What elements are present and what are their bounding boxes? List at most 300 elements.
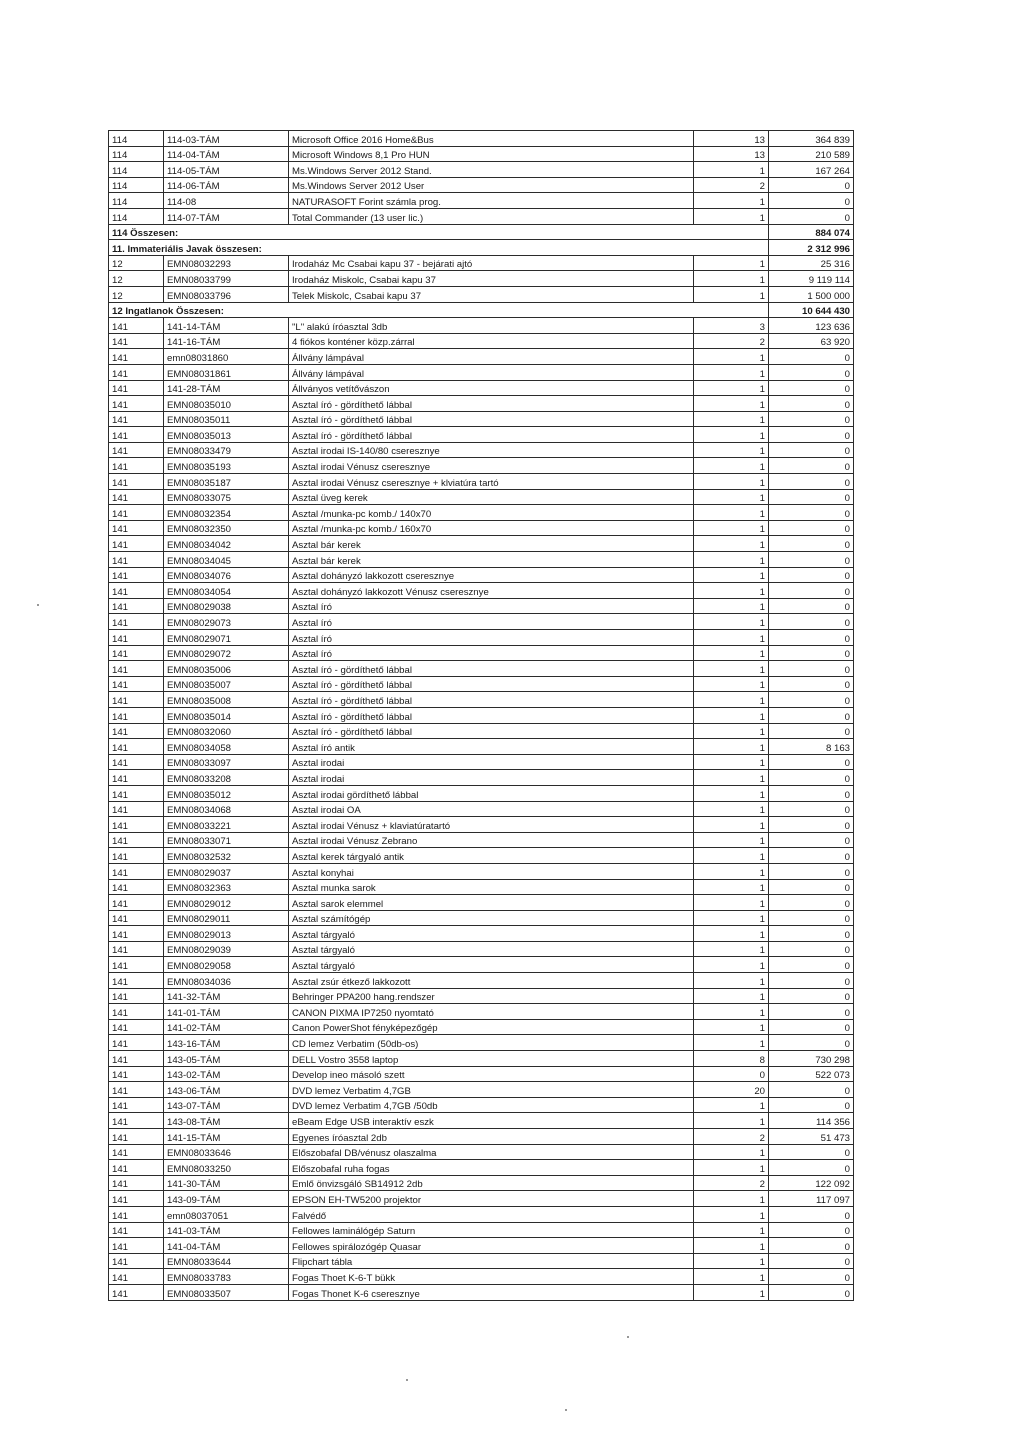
table-row bbox=[109, 271, 854, 287]
table-row bbox=[109, 489, 854, 505]
value-cell: 0 bbox=[769, 1144, 854, 1160]
table-row bbox=[109, 910, 854, 926]
description-cell: Asztal író - gördíthető lábbal bbox=[289, 676, 694, 692]
quantity-cell: 1 bbox=[694, 785, 769, 801]
quantity-cell: 1 bbox=[694, 739, 769, 755]
description-cell: Telek Miskolc, Csabai kapu 37 bbox=[289, 286, 694, 302]
account-code-cell: 141 bbox=[109, 630, 164, 646]
account-code-cell: 141 bbox=[109, 754, 164, 770]
asset-id-cell: EMN08035187 bbox=[164, 474, 289, 490]
description-cell: Asztal irodai gördíthető lábbal bbox=[289, 785, 694, 801]
table-row bbox=[109, 973, 854, 989]
description-cell: Asztal irodai bbox=[289, 770, 694, 786]
quantity-cell: 1 bbox=[694, 1113, 769, 1129]
account-code-cell: 141 bbox=[109, 988, 164, 1004]
description-cell: CD lemez Verbatim (50db-os) bbox=[289, 1035, 694, 1051]
value-cell: 522 073 bbox=[769, 1066, 854, 1082]
value-cell: 0 bbox=[769, 474, 854, 490]
quantity-cell: 1 bbox=[694, 536, 769, 552]
asset-id-cell: EMN08032350 bbox=[164, 520, 289, 536]
quantity-cell: 1 bbox=[694, 1160, 769, 1176]
account-code-cell: 141 bbox=[109, 973, 164, 989]
quantity-cell: 1 bbox=[694, 1191, 769, 1207]
value-cell: 0 bbox=[769, 1082, 854, 1098]
value-cell: 0 bbox=[769, 1238, 854, 1254]
asset-id-cell: EMN08034068 bbox=[164, 801, 289, 817]
asset-id-cell: EMN08029011 bbox=[164, 910, 289, 926]
quantity-cell: 1 bbox=[694, 973, 769, 989]
value-cell: 0 bbox=[769, 1035, 854, 1051]
table-row bbox=[109, 1269, 854, 1285]
table-row bbox=[109, 552, 854, 568]
account-code-cell: 141 bbox=[109, 364, 164, 380]
table-row bbox=[109, 1175, 854, 1191]
asset-id-cell: EMN08029058 bbox=[164, 957, 289, 973]
quantity-cell: 1 bbox=[694, 1238, 769, 1254]
description-cell: Develop ineo másoló szett bbox=[289, 1066, 694, 1082]
table-row bbox=[109, 941, 854, 957]
description-cell: Asztal sarok elemmel bbox=[289, 895, 694, 911]
value-cell: 0 bbox=[769, 645, 854, 661]
quantity-cell: 1 bbox=[694, 988, 769, 1004]
table-row bbox=[109, 146, 854, 162]
description-cell: Asztal /munka-pc komb./ 160x70 bbox=[289, 520, 694, 536]
section-total-label: 11. Immateriális Javak összesen: bbox=[109, 240, 769, 256]
quantity-cell: 1 bbox=[694, 645, 769, 661]
table-row bbox=[109, 536, 854, 552]
table-row bbox=[109, 723, 854, 739]
value-cell: 0 bbox=[769, 536, 854, 552]
value-cell: 8 163 bbox=[769, 739, 854, 755]
quantity-cell: 1 bbox=[694, 630, 769, 646]
asset-id-cell: EMN08033221 bbox=[164, 817, 289, 833]
account-code-cell: 141 bbox=[109, 318, 164, 334]
value-cell: 0 bbox=[769, 1206, 854, 1222]
quantity-cell: 20 bbox=[694, 1082, 769, 1098]
account-code-cell: 141 bbox=[109, 895, 164, 911]
asset-id-cell: EMN08029072 bbox=[164, 645, 289, 661]
value-cell: 0 bbox=[769, 863, 854, 879]
quantity-cell: 1 bbox=[694, 1284, 769, 1300]
description-cell: DVD lemez Verbatim 4,7GB /50db bbox=[289, 1097, 694, 1113]
table-row bbox=[109, 1019, 854, 1035]
asset-id-cell: EMN08029013 bbox=[164, 926, 289, 942]
asset-id-cell: EMN08029071 bbox=[164, 630, 289, 646]
value-cell: 364 839 bbox=[769, 131, 854, 147]
table-row bbox=[109, 754, 854, 770]
table-row bbox=[109, 739, 854, 755]
description-cell: Állvány lámpával bbox=[289, 349, 694, 365]
quantity-cell: 1 bbox=[694, 364, 769, 380]
description-cell: Microsoft Office 2016 Home&Bus bbox=[289, 131, 694, 147]
value-cell: 0 bbox=[769, 1160, 854, 1176]
table-row bbox=[109, 1206, 854, 1222]
asset-id-cell: EMN08029038 bbox=[164, 598, 289, 614]
scan-speck bbox=[627, 1336, 629, 1338]
asset-id-cell: 141-30-TÁM bbox=[164, 1175, 289, 1191]
asset-id-cell: 114-06-TÁM bbox=[164, 177, 289, 193]
description-cell: Állvány lámpával bbox=[289, 364, 694, 380]
description-cell: Asztal irodai Vénusz + klaviatúratartó bbox=[289, 817, 694, 833]
value-cell: 0 bbox=[769, 973, 854, 989]
quantity-cell: 1 bbox=[694, 567, 769, 583]
quantity-cell: 1 bbox=[694, 520, 769, 536]
asset-id-cell: 143-05-TÁM bbox=[164, 1051, 289, 1067]
asset-id-cell: EMN08033646 bbox=[164, 1144, 289, 1160]
value-cell: 0 bbox=[769, 396, 854, 412]
account-code-cell: 141 bbox=[109, 474, 164, 490]
quantity-cell: 2 bbox=[694, 1175, 769, 1191]
account-code-cell: 141 bbox=[109, 723, 164, 739]
value-cell: 0 bbox=[769, 1097, 854, 1113]
account-code-cell: 141 bbox=[109, 1284, 164, 1300]
table-row bbox=[109, 583, 854, 599]
table-row bbox=[109, 895, 854, 911]
description-cell: Behringer PPA200 hang.rendszer bbox=[289, 988, 694, 1004]
asset-id-cell: EMN08033097 bbox=[164, 754, 289, 770]
quantity-cell: 1 bbox=[694, 863, 769, 879]
table-row bbox=[109, 1284, 854, 1300]
quantity-cell: 1 bbox=[694, 598, 769, 614]
table-row bbox=[109, 770, 854, 786]
asset-id-cell: EMN08033783 bbox=[164, 1269, 289, 1285]
value-cell: 0 bbox=[769, 567, 854, 583]
value-cell: 0 bbox=[769, 832, 854, 848]
account-code-cell: 141 bbox=[109, 879, 164, 895]
quantity-cell: 1 bbox=[694, 583, 769, 599]
description-cell: Asztal író antik bbox=[289, 739, 694, 755]
value-cell: 0 bbox=[769, 723, 854, 739]
quantity-cell: 1 bbox=[694, 910, 769, 926]
description-cell: Flipchart tábla bbox=[289, 1253, 694, 1269]
value-cell: 0 bbox=[769, 848, 854, 864]
account-code-cell: 141 bbox=[109, 692, 164, 708]
value-cell: 1 500 000 bbox=[769, 286, 854, 302]
value-cell: 0 bbox=[769, 988, 854, 1004]
table-row bbox=[109, 988, 854, 1004]
quantity-cell: 1 bbox=[694, 1035, 769, 1051]
account-code-cell: 141 bbox=[109, 349, 164, 365]
account-code-cell: 141 bbox=[109, 770, 164, 786]
asset-id-cell: 141-28-TÁM bbox=[164, 380, 289, 396]
account-code-cell: 12 bbox=[109, 286, 164, 302]
quantity-cell: 1 bbox=[694, 661, 769, 677]
description-cell: Microsoft Windows 8,1 Pro HUN bbox=[289, 146, 694, 162]
table-row bbox=[109, 131, 854, 147]
description-cell: Asztal irodai bbox=[289, 754, 694, 770]
account-code-cell: 141 bbox=[109, 817, 164, 833]
asset-id-cell: 114-03-TÁM bbox=[164, 131, 289, 147]
description-cell: Asztal író bbox=[289, 614, 694, 630]
quantity-cell: 1 bbox=[694, 162, 769, 178]
quantity-cell: 13 bbox=[694, 131, 769, 147]
account-code-cell: 141 bbox=[109, 645, 164, 661]
table-row bbox=[109, 645, 854, 661]
description-cell: Asztal üveg kerek bbox=[289, 489, 694, 505]
value-cell: 167 264 bbox=[769, 162, 854, 178]
table-row bbox=[109, 1035, 854, 1051]
account-code-cell: 141 bbox=[109, 1269, 164, 1285]
table-row bbox=[109, 427, 854, 443]
asset-id-cell: 143-08-TÁM bbox=[164, 1113, 289, 1129]
asset-id-cell: 141-02-TÁM bbox=[164, 1019, 289, 1035]
value-cell: 0 bbox=[769, 1222, 854, 1238]
quantity-cell: 1 bbox=[694, 770, 769, 786]
description-cell: Total Commander (13 user lic.) bbox=[289, 208, 694, 224]
account-code-cell: 141 bbox=[109, 1097, 164, 1113]
quantity-cell: 1 bbox=[694, 1144, 769, 1160]
description-cell: Asztal számítógép bbox=[289, 910, 694, 926]
description-cell: Előszobafal DB/vénusz olaszalma bbox=[289, 1144, 694, 1160]
value-cell: 0 bbox=[769, 442, 854, 458]
value-cell: 0 bbox=[769, 817, 854, 833]
description-cell: Asztal zsúr étkező lakkozott bbox=[289, 973, 694, 989]
account-code-cell: 114 bbox=[109, 146, 164, 162]
asset-id-cell: EMN08035010 bbox=[164, 396, 289, 412]
table-row bbox=[109, 676, 854, 692]
account-code-cell: 141 bbox=[109, 411, 164, 427]
account-code-cell: 12 bbox=[109, 255, 164, 271]
value-cell: 9 119 114 bbox=[769, 271, 854, 287]
asset-id-cell: EMN08031861 bbox=[164, 364, 289, 380]
account-code-cell: 141 bbox=[109, 1238, 164, 1254]
table-row bbox=[109, 957, 854, 973]
value-cell: 0 bbox=[769, 957, 854, 973]
account-code-cell: 141 bbox=[109, 863, 164, 879]
section-total-label: 12 Ingatlanok Összesen: bbox=[109, 302, 769, 318]
account-code-cell: 141 bbox=[109, 458, 164, 474]
account-code-cell: 141 bbox=[109, 1206, 164, 1222]
account-code-cell: 141 bbox=[109, 1066, 164, 1082]
table-row bbox=[109, 1004, 854, 1020]
asset-id-cell: EMN08029039 bbox=[164, 941, 289, 957]
value-cell: 0 bbox=[769, 801, 854, 817]
account-code-cell: 141 bbox=[109, 1019, 164, 1035]
asset-id-cell: 143-06-TÁM bbox=[164, 1082, 289, 1098]
value-cell: 63 920 bbox=[769, 333, 854, 349]
account-code-cell: 141 bbox=[109, 926, 164, 942]
value-cell: 0 bbox=[769, 1253, 854, 1269]
value-cell: 0 bbox=[769, 583, 854, 599]
description-cell: Asztal író - gördíthető lábbal bbox=[289, 692, 694, 708]
asset-id-cell: 141-15-TÁM bbox=[164, 1129, 289, 1145]
description-cell: Ms.Windows Server 2012 Stand. bbox=[289, 162, 694, 178]
asset-id-cell: EMN08033507 bbox=[164, 1284, 289, 1300]
quantity-cell: 1 bbox=[694, 1269, 769, 1285]
quantity-cell: 1 bbox=[694, 489, 769, 505]
section-total-row bbox=[109, 240, 854, 256]
asset-inventory-table bbox=[108, 130, 854, 1301]
table-row bbox=[109, 193, 854, 209]
account-code-cell: 141 bbox=[109, 1129, 164, 1145]
section-total-value: 2 312 996 bbox=[769, 240, 854, 256]
value-cell: 0 bbox=[769, 552, 854, 568]
value-cell: 0 bbox=[769, 489, 854, 505]
asset-id-cell: EMN08033644 bbox=[164, 1253, 289, 1269]
table-row bbox=[109, 349, 854, 365]
value-cell: 0 bbox=[769, 692, 854, 708]
asset-id-cell: 114-07-TÁM bbox=[164, 208, 289, 224]
description-cell: Asztal író - gördíthető lábbal bbox=[289, 707, 694, 723]
description-cell: Fogas Thonet K-6 cseresznye bbox=[289, 1284, 694, 1300]
quantity-cell: 1 bbox=[694, 957, 769, 973]
value-cell: 122 092 bbox=[769, 1175, 854, 1191]
account-code-cell: 141 bbox=[109, 801, 164, 817]
table-row bbox=[109, 162, 854, 178]
description-cell: Előszobafal ruha fogas bbox=[289, 1160, 694, 1176]
quantity-cell: 1 bbox=[694, 676, 769, 692]
quantity-cell: 2 bbox=[694, 1129, 769, 1145]
description-cell: Asztal író - gördíthető lábbal bbox=[289, 661, 694, 677]
table-row bbox=[109, 505, 854, 521]
quantity-cell: 2 bbox=[694, 333, 769, 349]
asset-id-cell: EMN08032354 bbox=[164, 505, 289, 521]
account-code-cell: 141 bbox=[109, 333, 164, 349]
table-row bbox=[109, 1253, 854, 1269]
asset-id-cell: 143-09-TÁM bbox=[164, 1191, 289, 1207]
description-cell: DELL Vostro 3558 laptop bbox=[289, 1051, 694, 1067]
quantity-cell: 1 bbox=[694, 208, 769, 224]
value-cell: 0 bbox=[769, 754, 854, 770]
description-cell: Asztal tárgyaló bbox=[289, 941, 694, 957]
quantity-cell: 1 bbox=[694, 848, 769, 864]
quantity-cell: 1 bbox=[694, 879, 769, 895]
quantity-cell: 1 bbox=[694, 941, 769, 957]
quantity-cell: 1 bbox=[694, 707, 769, 723]
account-code-cell: 141 bbox=[109, 598, 164, 614]
quantity-cell: 13 bbox=[694, 146, 769, 162]
description-cell: Asztal író bbox=[289, 598, 694, 614]
asset-id-cell: EMN08032293 bbox=[164, 255, 289, 271]
account-code-cell: 141 bbox=[109, 910, 164, 926]
table-row bbox=[109, 333, 854, 349]
account-code-cell: 141 bbox=[109, 1113, 164, 1129]
asset-id-cell: EMN08033208 bbox=[164, 770, 289, 786]
asset-id-cell: emn08031860 bbox=[164, 349, 289, 365]
asset-id-cell: EMN08034076 bbox=[164, 567, 289, 583]
quantity-cell: 1 bbox=[694, 895, 769, 911]
value-cell: 0 bbox=[769, 1019, 854, 1035]
asset-id-cell: 141-14-TÁM bbox=[164, 318, 289, 334]
asset-id-cell: 114-08 bbox=[164, 193, 289, 209]
account-code-cell: 141 bbox=[109, 396, 164, 412]
asset-id-cell: EMN08034058 bbox=[164, 739, 289, 755]
description-cell: Fellowes laminálógép Saturn bbox=[289, 1222, 694, 1238]
description-cell: Asztal konyhai bbox=[289, 863, 694, 879]
table-row bbox=[109, 286, 854, 302]
account-code-cell: 141 bbox=[109, 832, 164, 848]
account-code-cell: 114 bbox=[109, 177, 164, 193]
description-cell: Egyenes íróasztal 2db bbox=[289, 1129, 694, 1145]
value-cell: 0 bbox=[769, 505, 854, 521]
asset-id-cell: 143-02-TÁM bbox=[164, 1066, 289, 1082]
asset-id-cell: EMN08032060 bbox=[164, 723, 289, 739]
table-row bbox=[109, 364, 854, 380]
asset-id-cell: EMN08033250 bbox=[164, 1160, 289, 1176]
asset-id-cell: EMN08033071 bbox=[164, 832, 289, 848]
quantity-cell: 1 bbox=[694, 255, 769, 271]
value-cell: 0 bbox=[769, 614, 854, 630]
table-row bbox=[109, 1144, 854, 1160]
quantity-cell: 1 bbox=[694, 193, 769, 209]
description-cell: Fogas Thoet K-6-T bükk bbox=[289, 1269, 694, 1285]
description-cell: CANON PIXMA IP7250 nyomtató bbox=[289, 1004, 694, 1020]
account-code-cell: 141 bbox=[109, 552, 164, 568]
account-code-cell: 114 bbox=[109, 208, 164, 224]
value-cell: 123 636 bbox=[769, 318, 854, 334]
value-cell: 0 bbox=[769, 364, 854, 380]
asset-id-cell: EMN08035006 bbox=[164, 661, 289, 677]
asset-id-cell: 141-04-TÁM bbox=[164, 1238, 289, 1254]
value-cell: 0 bbox=[769, 458, 854, 474]
value-cell: 0 bbox=[769, 770, 854, 786]
value-cell: 0 bbox=[769, 926, 854, 942]
value-cell: 0 bbox=[769, 676, 854, 692]
description-cell: Ms.Windows Server 2012 User bbox=[289, 177, 694, 193]
table-row bbox=[109, 848, 854, 864]
description-cell: Asztal bár kerek bbox=[289, 536, 694, 552]
scan-speck bbox=[565, 1409, 567, 1411]
account-code-cell: 141 bbox=[109, 1222, 164, 1238]
description-cell: Emlő önvizsgáló SB14912 2db bbox=[289, 1175, 694, 1191]
quantity-cell: 1 bbox=[694, 926, 769, 942]
table-row bbox=[109, 177, 854, 193]
quantity-cell: 1 bbox=[694, 552, 769, 568]
table-row bbox=[109, 1222, 854, 1238]
account-code-cell: 141 bbox=[109, 505, 164, 521]
account-code-cell: 12 bbox=[109, 271, 164, 287]
description-cell: Asztal író - gördíthető lábbal bbox=[289, 427, 694, 443]
account-code-cell: 141 bbox=[109, 661, 164, 677]
account-code-cell: 141 bbox=[109, 1175, 164, 1191]
quantity-cell: 1 bbox=[694, 1206, 769, 1222]
value-cell: 0 bbox=[769, 941, 854, 957]
asset-id-cell: EMN08035012 bbox=[164, 785, 289, 801]
quantity-cell: 1 bbox=[694, 832, 769, 848]
account-code-cell: 141 bbox=[109, 489, 164, 505]
account-code-cell: 141 bbox=[109, 785, 164, 801]
value-cell: 0 bbox=[769, 349, 854, 365]
asset-id-cell: EMN08034045 bbox=[164, 552, 289, 568]
table-row bbox=[109, 458, 854, 474]
description-cell: Asztal tárgyaló bbox=[289, 957, 694, 973]
table-row bbox=[109, 1238, 854, 1254]
quantity-cell: 1 bbox=[694, 817, 769, 833]
table-row bbox=[109, 879, 854, 895]
quantity-cell: 1 bbox=[694, 411, 769, 427]
description-cell: Fellowes spirálozógép Quasar bbox=[289, 1238, 694, 1254]
table-row bbox=[109, 442, 854, 458]
quantity-cell: 1 bbox=[694, 458, 769, 474]
account-code-cell: 141 bbox=[109, 1082, 164, 1098]
value-cell: 25 316 bbox=[769, 255, 854, 271]
account-code-cell: 141 bbox=[109, 739, 164, 755]
description-cell: Asztal író bbox=[289, 645, 694, 661]
description-cell: Irodaház Miskolc, Csabai kapu 37 bbox=[289, 271, 694, 287]
quantity-cell: 0 bbox=[694, 1066, 769, 1082]
account-code-cell: 141 bbox=[109, 848, 164, 864]
account-code-cell: 141 bbox=[109, 536, 164, 552]
section-total-value: 884 074 bbox=[769, 224, 854, 240]
quantity-cell: 1 bbox=[694, 286, 769, 302]
table-row bbox=[109, 411, 854, 427]
description-cell: Asztal tárgyaló bbox=[289, 926, 694, 942]
asset-id-cell: 143-07-TÁM bbox=[164, 1097, 289, 1113]
quantity-cell: 1 bbox=[694, 427, 769, 443]
account-code-cell: 141 bbox=[109, 941, 164, 957]
table-row bbox=[109, 1113, 854, 1129]
asset-id-cell: EMN08034054 bbox=[164, 583, 289, 599]
